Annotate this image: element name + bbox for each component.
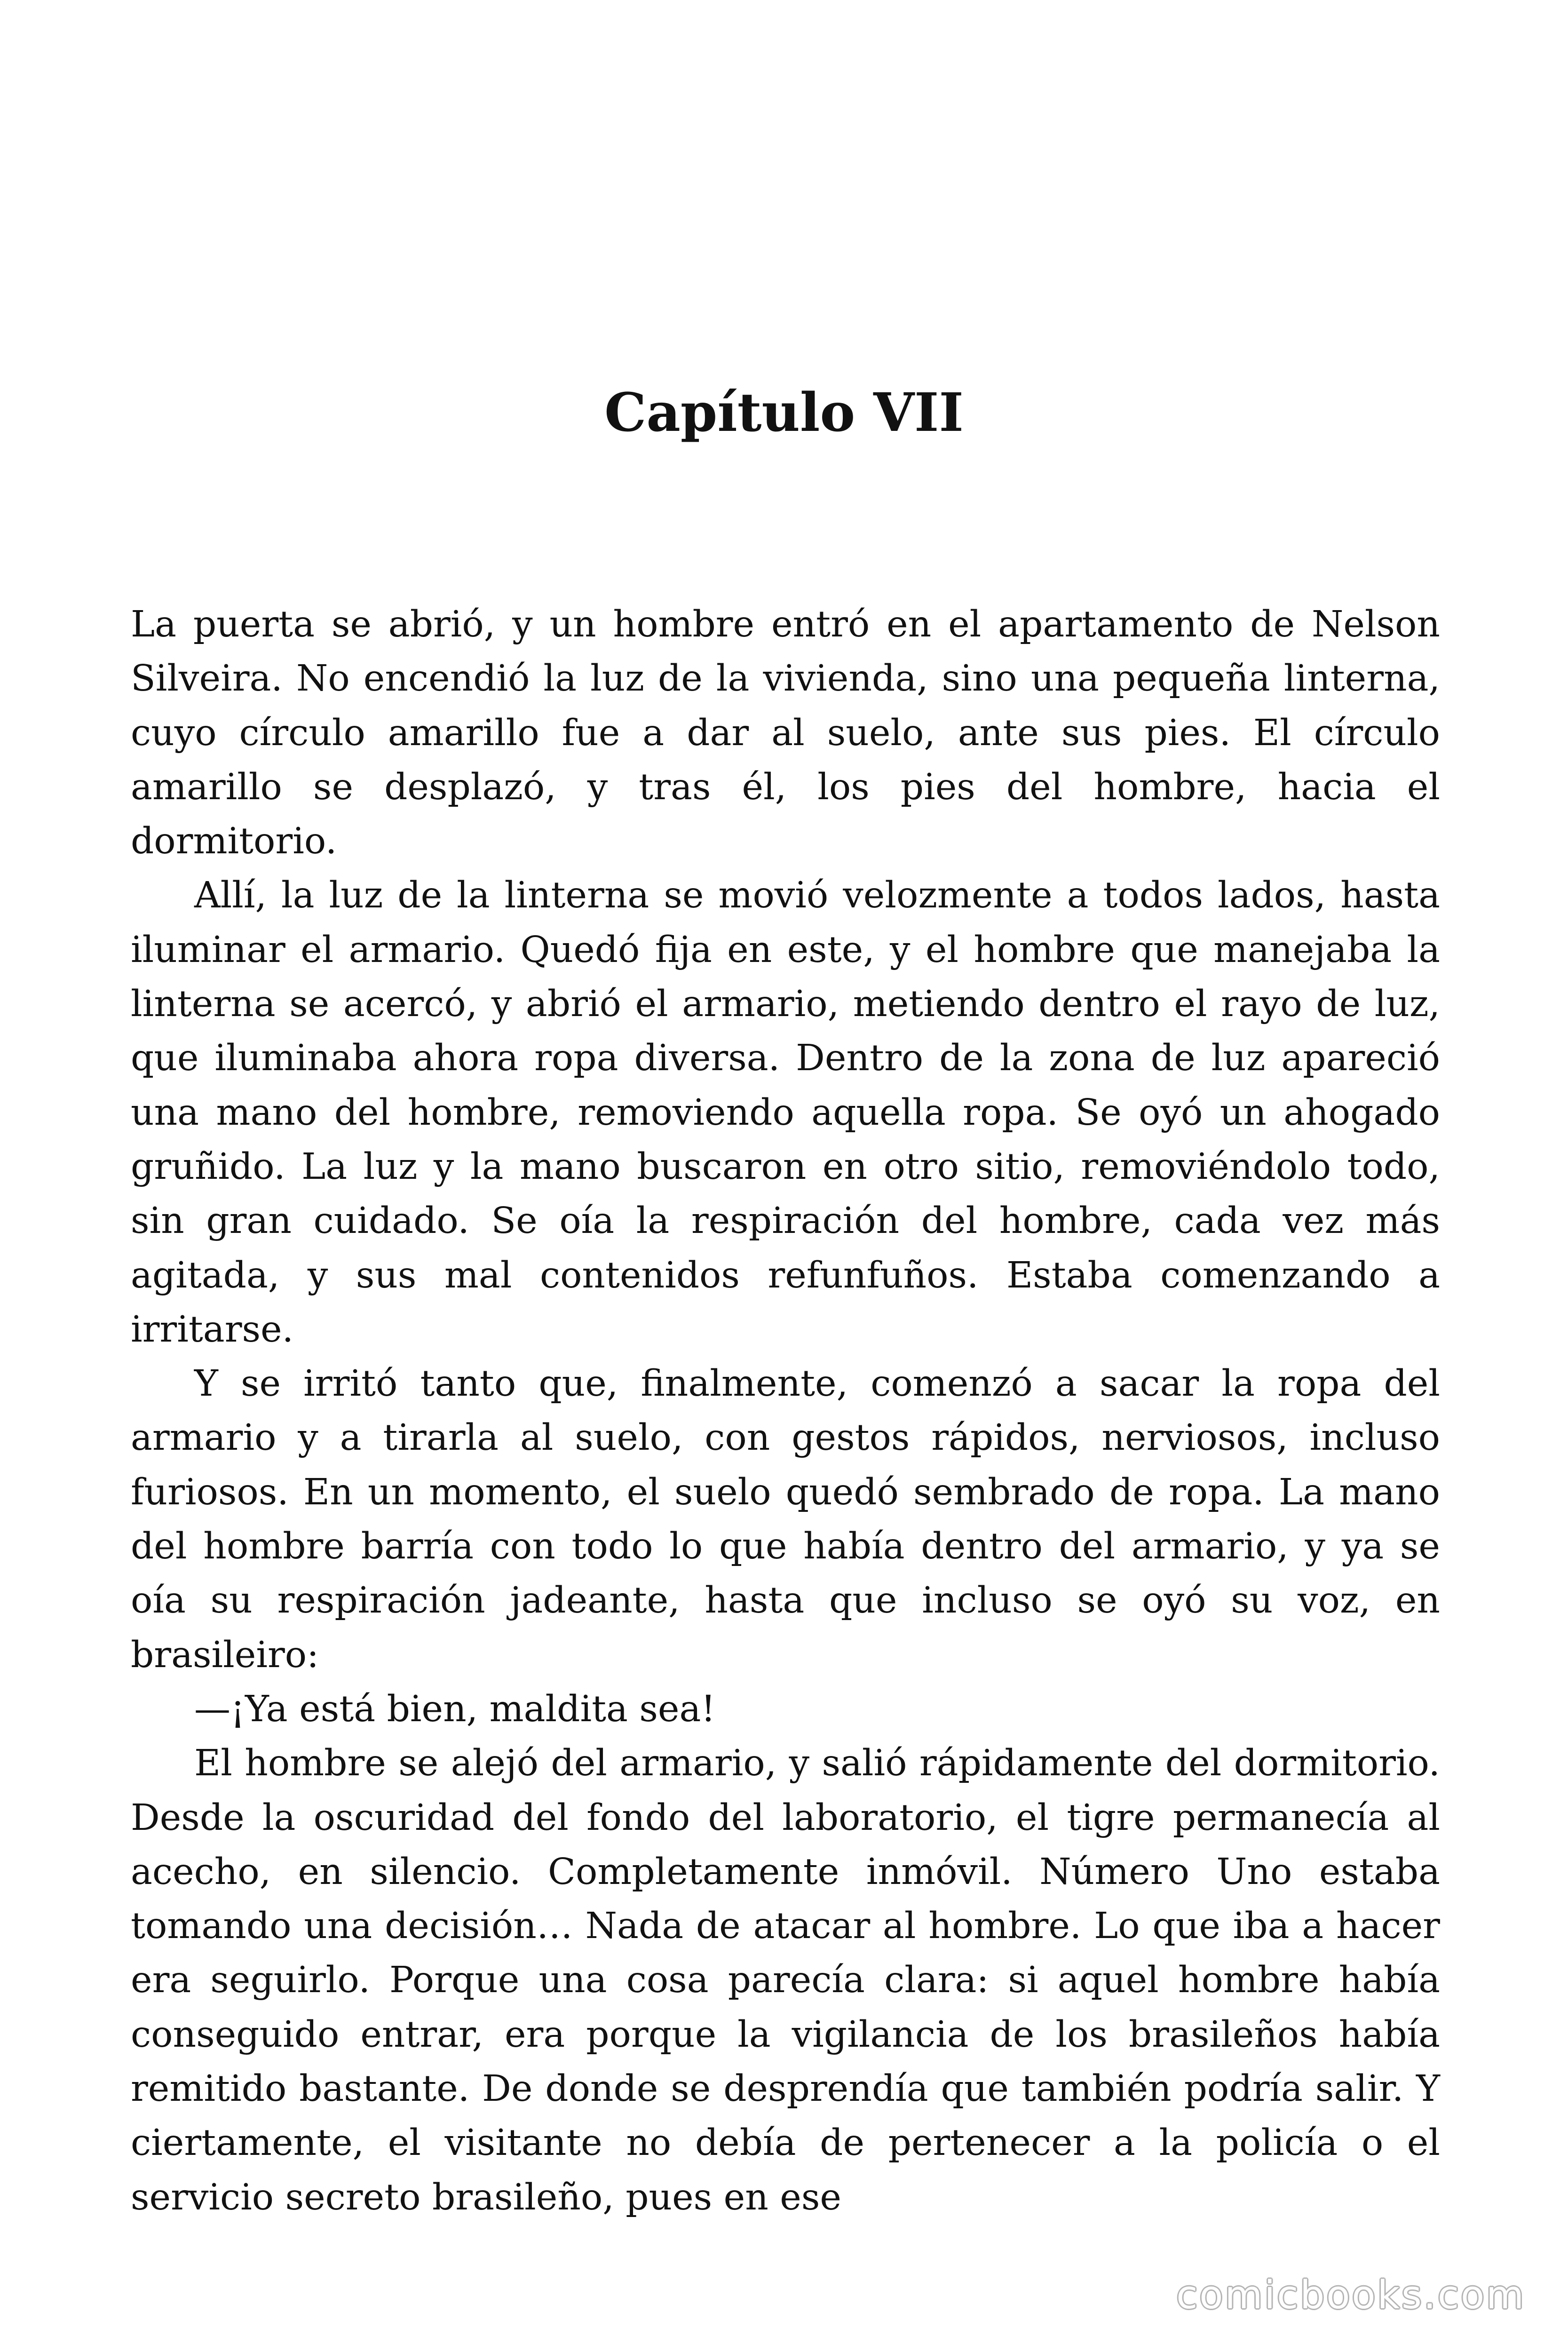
dialogue-line: —¡Ya está bien, maldita sea! — [194, 1688, 716, 1730]
paragraph-2: Allí, la luz de la linterna se movió velozmente a todos lados, hasta iluminar el armario. Quedó fija en este, y el hombre que manejaba la linterna se acercó, y abrió el armario, metiendo dentro el rayo de luz, que iluminaba ahora ropa diversa. Dentro de la zona de luz apareció una mano del hombre, removiendo aquella ropa. Se oyó un ahogado gruñido. La luz y la mano buscaron en otro sitio, removiéndolo todo, sin gran cuidado. Se oía la respiración del hombre, cada vez más agitada, y sus mal contenidos refunfuños. Estaba comenzando a irritarse. — [131, 874, 1440, 1351]
paragraph-5: El hombre se alejó del armario, y salió rápidamente del dormitorio. Desde la oscuridad del fondo del laboratorio, el tigre permanecía al acecho, en silencio. Completamente inmóvil. Número Uno estaba tomando una decisión… Nada de atacar al hombre. Lo que iba a hacer era seguirlo. Porque una cosa parecía clara: si aquel hombre había conseguido entrar, era porque la vigilancia de los brasileños había remitido bastante. De donde se desprendía que también podría salir. Y ciertamente, el visitante no debía de pertenecer a la policía o el servicio secreto brasileño, pues en ese — [131, 1742, 1440, 2218]
paragraph-1: La puerta se abrió, y un hombre entró en el apartamento de Nelson Silveira. No encendió la luz de la vivienda, sino una pequeña linterna, cuyo círculo amarillo fue a dar al suelo, ante sus pies. El círculo amarillo se desplazó, y tras él, los pies del hombre, hacia el dormitorio. — [131, 604, 1440, 863]
watermark: comicbooks.com — [1176, 2273, 1526, 2318]
chapter-body — [131, 597, 1440, 2225]
chapter-title: Capítulo VII — [604, 382, 964, 444]
paragraph-3: Y se irritó tanto que, finalmente, comenzó a sacar la ropa del armario y a tirarla al suelo, con gestos rápidos, nerviosos, incluso furiosos. En un momento, el suelo quedó sembrado de ropa. La mano del hombre barría con todo lo que había dentro del armario, y ya se oía su respiración jadeante, hasta que incluso se oyó su voz, en brasileiro: — [131, 1363, 1440, 1676]
